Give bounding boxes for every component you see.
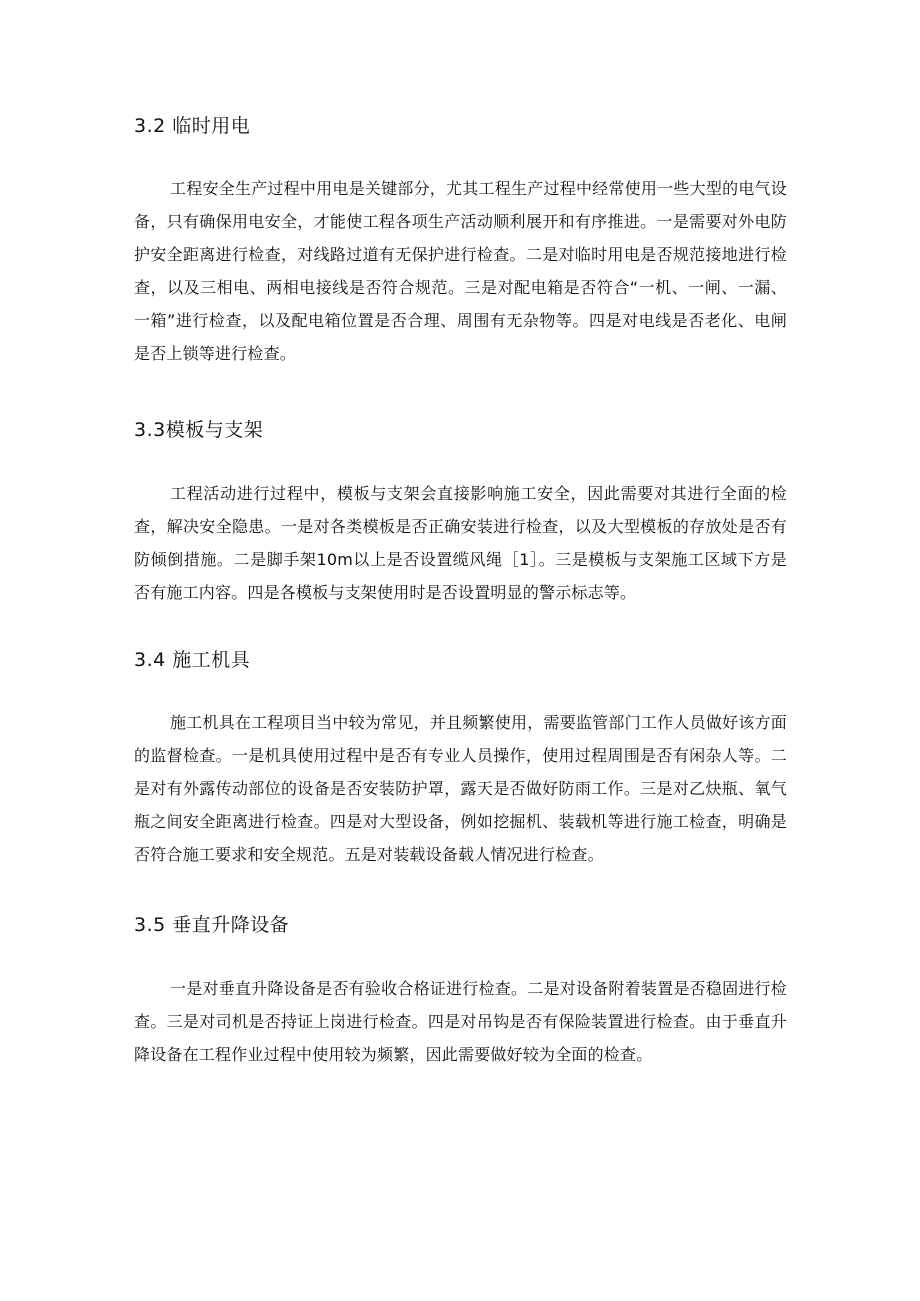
section-heading-3-4: 3.4 施工机具 <box>134 649 251 671</box>
section-heading-3-5: 3.5 垂直升降设备 <box>134 914 290 936</box>
section-body-3-3: 工程活动进行过程中，模板与支架会直接影响施工安全，因此需要对其进行全面的检查，解决安全隐患。一是对各类模板是否正确安装进行检查，以及大型模板的存放处是否有防倾倒措施。二是脚手架10m以上是否设置缆风绳［1］。三是模板与支架施工区域下方是否有施工内容。四是各模板与支架使用时是否设置明显的警示标志等。 <box>134 484 787 602</box>
section-body-3-5: 一是对垂直升降设备是否有验收合格证进行检查。二是对设备附着装置是否稳固进行检查。三是对司机是否持证上岗进行检查。四是对吊钩是否有保险装置进行检查。由于垂直升降设备在工程作业过程中使用较为频繁，因此需要做好较为全面的检查。 <box>134 979 787 1064</box>
section-body-3-4: 施工机具在工程项目当中较为常见，并且频繁使用，需要监管部门工作人员做好该方面的监督检查。一是机具使用过程中是否有专业人员操作，使用过程周围是否有闲杂人等。二是对有外露传动部位的设备是否安装防护罩，露天是否做好防雨工作。三是对乙炔瓶、氧气瓶之间安全距离进行检查。四是对大型设备，例如挖掘机、装载机等进行施工检查，明确是否符合施工要求和安全规范。五是对装载设备载人情况进行检查。 <box>134 713 787 864</box>
section-body-3-2: 工程安全生产过程中用电是关键部分，尤其工程生产过程中经常使用一些大型的电气设备，只有确保用电安全，才能使工程各项生产活动顺利展开和有序推进。一是需要对外电防护安全距离进行检查，对线路过道有无保护进行检查。二是对临时用电是否规范接地进行检查，以及三相电、两相电接线是否符合规范。三是对配电箱是否符合“一机、一闸、一漏、一箱”进行检查，以及配电箱位置是否合理、周围有无杂物等。四是对电线是否老化、电闸是否上锁等进行检查。 <box>134 179 787 363</box>
section-heading-3-3: 3.3模板与支架 <box>134 419 264 441</box>
section-heading-3-2: 3.2 临时用电 <box>134 115 251 137</box>
